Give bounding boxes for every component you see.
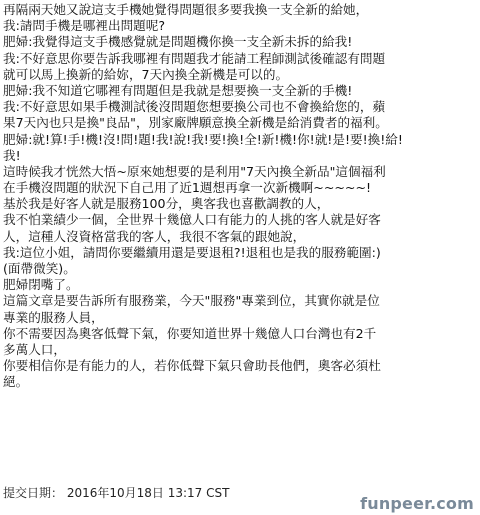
post-line: 我:請問手機是哪裡出問題呢? [3, 18, 166, 34]
post-line: 絕。 [3, 374, 29, 390]
post-line: 這篇文章是要告訴所有服務業，今天"服務"專業到位，其實你就是位 [3, 293, 380, 309]
post-line: 肥婦:就!算!手!機!沒!問!題!我!說!我!要!換!全!新!機!你!就!是!要!換!給! [3, 131, 403, 147]
post-line: 你不需要因為奧客低聲下氣，你要知道世界十幾億人口台灣也有2千 [3, 325, 377, 341]
post-line: 專業的服務人員， [3, 309, 104, 325]
post-line: 我! [3, 147, 21, 163]
post-line: 人，這種人沒資格當我的客人，我很不客氣的跟她說， [3, 228, 306, 244]
submitted-date: 2016年10月18日 13:17 CST [66, 486, 230, 500]
post-line: 果7天內也只是換"良品"，別家廠牌願意換全新機是給消費者的福利。 [3, 115, 388, 131]
site-watermark: funpeer.com [360, 494, 474, 513]
post-line: 在手機沒問題的狀況下自己用了近1週想再拿一次新機啊~~~~~! [3, 180, 372, 196]
post-line: 我:不好意思你要告訴我哪裡有問題我才能請工程師測試後確認有問題 [3, 50, 386, 66]
post-line: 就可以馬上換新的給妳，7天內換全新機是可以的。 [3, 66, 289, 82]
post-meta [3, 484, 229, 501]
post-line: 肥婦閉嘴了。 [3, 277, 79, 293]
submitted-label: 提交日期： [3, 486, 64, 500]
post-line: (面帶微笑)。 [3, 261, 76, 276]
post-line: 多萬人口， [3, 341, 66, 357]
post-line: 我不怕業績少一個，全世界十幾億人口有能力的人挑的客人就是好客 [3, 212, 381, 228]
post-line: 基於我是好客人就是服務100分，奧客我也喜歡調教的人， [3, 196, 330, 212]
post-line: 肥婦:我覺得這支手機感覺就是問題機你換一支全新未拆的給我! [3, 34, 353, 50]
post-line: 我:這位小姐，請問你要繼續用還是要退租?!退租也是我的服務範圍:) [3, 244, 381, 260]
post-body [3, 2, 477, 391]
post-line: 你要相信你是有能力的人，若你低聲下氣只會助長他們，奧客必須杜 [3, 358, 381, 374]
post-line: 再隔兩天她又說這支手機她覺得問題很多要我換一支全新的給她， [3, 2, 369, 17]
post-line: 我:不好意思如果手機測試後沒問題您想要換公司也不會換給您的，蘋 [3, 99, 386, 115]
post-line: 這時候我才恍然大悟~原來她想要的是利用"7天內換全新品"這個福利 [3, 163, 386, 179]
post-line: 肥婦:我不知道它哪裡有問題但是我就是想要換一支全新的手機! [3, 82, 353, 98]
